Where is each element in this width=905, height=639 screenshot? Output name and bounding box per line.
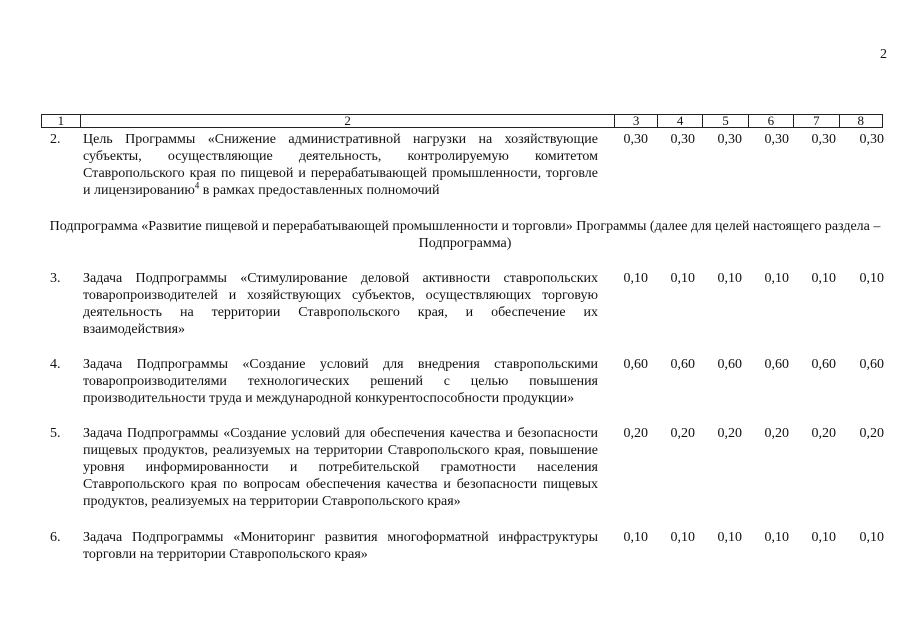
header-col-8: 8	[839, 115, 883, 127]
value-cell: 0,10	[670, 271, 695, 286]
value-cell: 0,10	[811, 530, 836, 545]
value-cell: 0,20	[859, 426, 884, 441]
value-cell: 0,10	[623, 530, 648, 545]
task-text: Задача Подпрограммы «Создание условий для обеспечения качества и безопасности пищевых продуктов, реализуемых на территории Ставропольского края, повышение уровня информированности и потребительской грамотности населения Ставропольского края по вопросам обеспечения качества и безопасности пищевых продуктов, реализуемых на территории Ставропольского края»	[83, 426, 598, 509]
header-col-3: 3	[614, 115, 657, 127]
footnote-mark: 4	[194, 180, 200, 191]
header-col-1: 1	[57, 113, 65, 128]
header-col-7: 7	[793, 115, 838, 127]
value-cell: 0,10	[859, 530, 884, 545]
task-text: Задача Подпрограммы «Стимулирование деловой активности ставропольских товаропроизводителей и хозяйствующих субъектов, осуществляющих торговую деятельность на территории Ставропольского края, и обеспечение их взаимодействия»	[83, 271, 598, 337]
task-values	[610, 356, 896, 373]
task-values	[610, 425, 896, 442]
table-header-row	[41, 114, 883, 128]
value-cell: 0,30	[859, 132, 884, 147]
task-values	[610, 529, 896, 546]
value-cell: 0,60	[717, 357, 742, 372]
value-cell: 0,60	[811, 357, 836, 372]
value-cell: 0,60	[670, 357, 695, 372]
header-col-6: 6	[748, 115, 793, 127]
page-number: 2	[880, 47, 887, 62]
row-number: 3.	[50, 271, 61, 286]
goal-text-main: Цель Программы «Снижение административной нагрузки на хозяйствующие субъекты, осуществляющие деятельность, контролируемую комитетом Ставропольского края по пищевой и перерабатывающей промышленности, торговле и лицензированию	[83, 132, 598, 198]
value-cell: 0,20	[623, 426, 648, 441]
task-values	[610, 270, 896, 287]
row-number: 6.	[50, 530, 61, 545]
value-cell: 0,60	[859, 357, 884, 372]
task-text: Задача Подпрограммы «Мониторинг развития многоформатной инфраструктуры торговли на территории Ставропольского края»	[83, 530, 598, 562]
value-cell: 0,20	[764, 426, 789, 441]
value-cell: 0,30	[811, 132, 836, 147]
value-cell: 0,30	[670, 132, 695, 147]
value-cell: 0,10	[859, 271, 884, 286]
value-cell: 0,20	[717, 426, 742, 441]
value-cell: 0,60	[623, 357, 648, 372]
value-cell: 0,60	[764, 357, 789, 372]
value-cell: 0,30	[623, 132, 648, 147]
value-cell: 0,10	[670, 530, 695, 545]
value-cell: 0,10	[623, 271, 648, 286]
row-number: 5.	[50, 426, 61, 441]
value-cell: 0,10	[717, 530, 742, 545]
header-col-5: 5	[702, 115, 747, 127]
task-text: Задача Подпрограммы «Создание условий для внедрения ставропольскими товаропроизводителями технологических решений с целью повышения производительности труда и международной конкурентоспособности продукции»	[83, 357, 598, 406]
value-cell: 0,10	[764, 271, 789, 286]
value-cell: 0,30	[717, 132, 742, 147]
value-cell: 0,30	[764, 132, 789, 147]
value-cell: 0,10	[764, 530, 789, 545]
goal-values	[610, 131, 896, 148]
value-cell: 0,20	[670, 426, 695, 441]
value-cell: 0,10	[717, 271, 742, 286]
header-col-2: 2	[80, 115, 615, 127]
subprogram-heading: Подпрограмма «Развитие пищевой и перерабатывающей промышленности и торговли» Программы (далее для целей настоящего раздела – Подпрограмма)	[49, 219, 881, 251]
value-cell: 0,20	[811, 426, 836, 441]
goal-text-tail: в рамках предоставленных полномочий	[199, 183, 440, 198]
row-number: 4.	[50, 357, 61, 372]
goal-text	[83, 131, 598, 199]
row-number: 2.	[50, 132, 61, 147]
header-col-4: 4	[657, 115, 702, 127]
value-cell: 0,10	[811, 271, 836, 286]
